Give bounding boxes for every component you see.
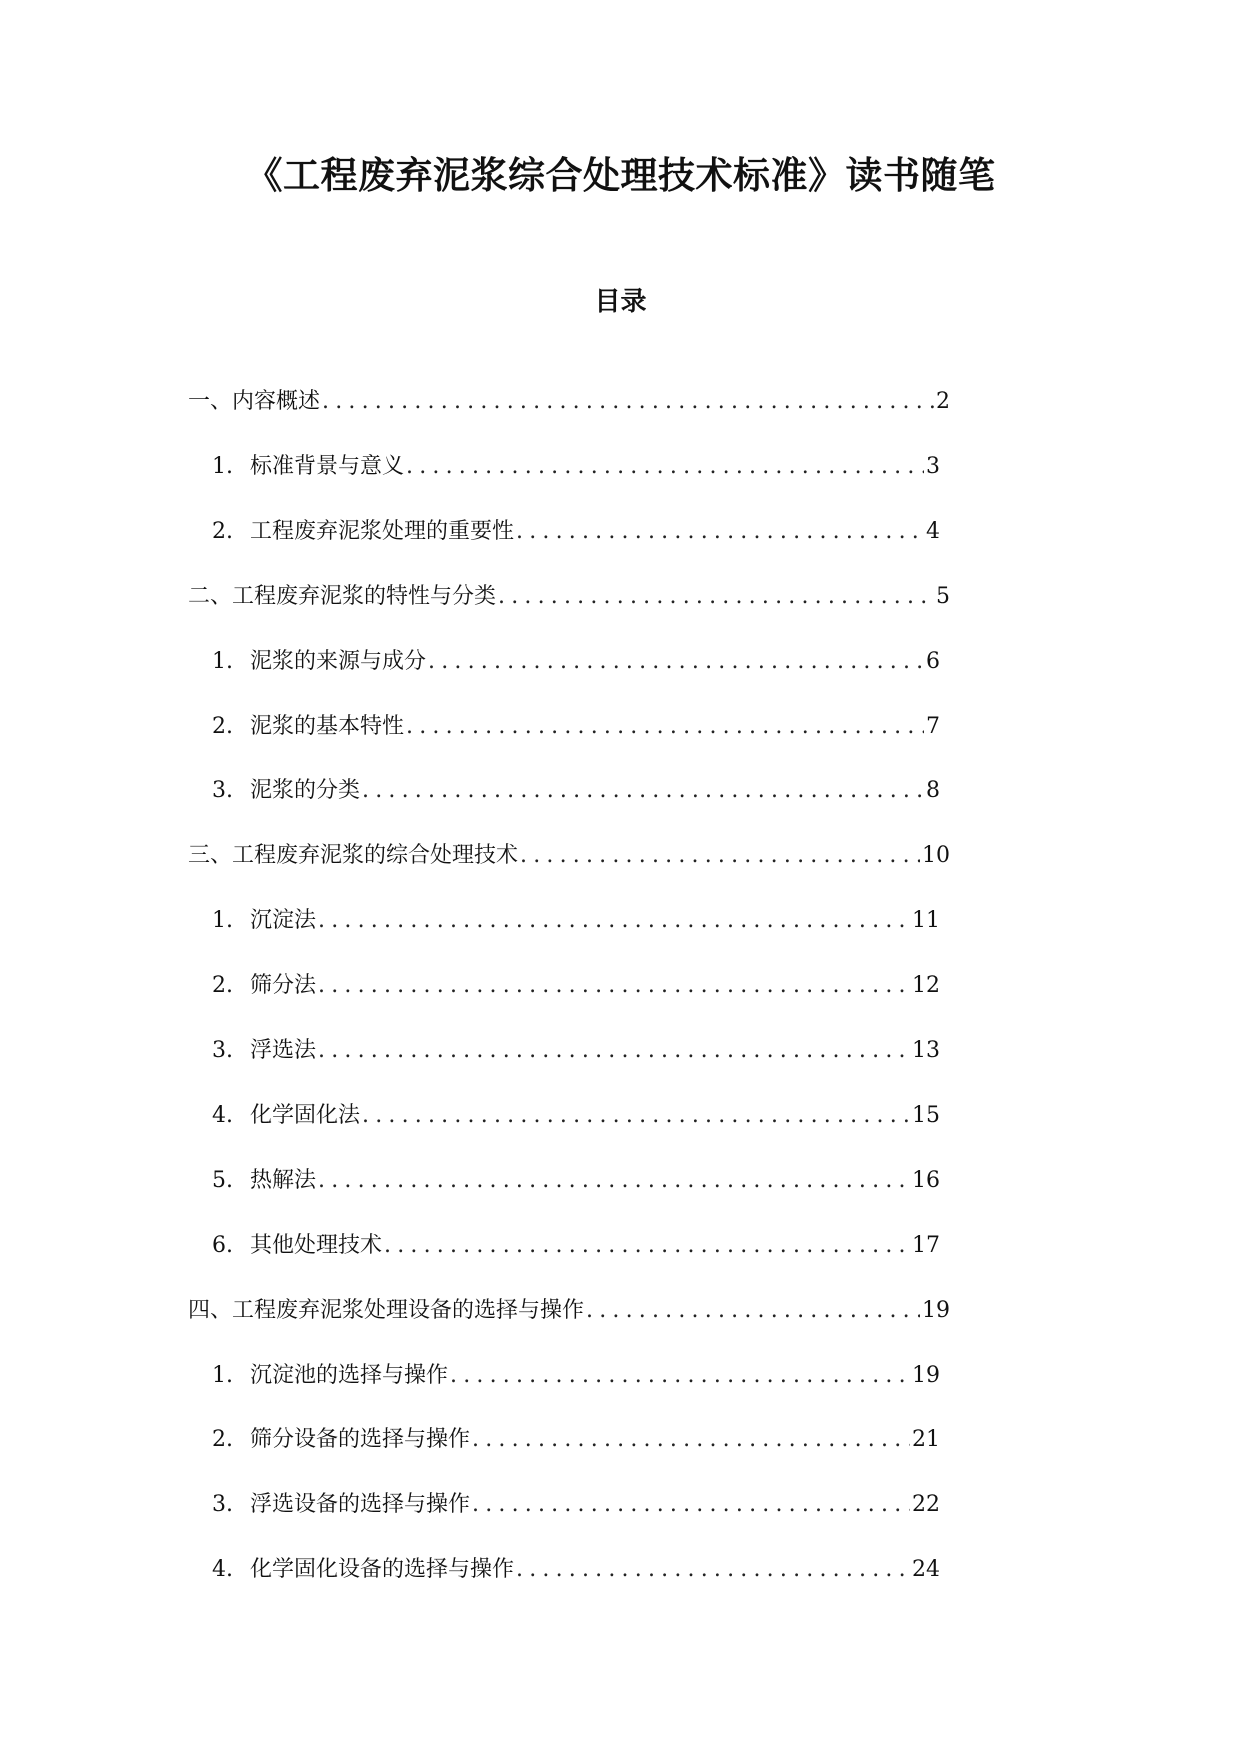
toc-dot-leader: [322, 385, 934, 419]
toc-page-number: 24: [912, 1557, 940, 1583]
toc-entry-number: 1.: [212, 1362, 233, 1388]
toc-page-number: 21: [912, 1427, 940, 1453]
toc-subsection-entry[interactable]: [212, 1488, 940, 1522]
toc-dot-leader: [406, 710, 924, 744]
toc-subsection-entry[interactable]: [212, 969, 940, 1003]
toc-entry-number: 4.: [212, 1102, 233, 1128]
toc-subsection-entry[interactable]: [212, 774, 940, 808]
toc-subsection-entry[interactable]: [212, 1164, 940, 1198]
toc-dot-leader: [472, 1488, 910, 1522]
toc-dot-leader: [450, 1359, 910, 1393]
toc-entry-text: 三、工程废弃泥浆的综合处理技术: [188, 843, 519, 869]
toc-dot-leader: [318, 1164, 910, 1198]
toc-entry-number: 2.: [212, 518, 233, 544]
toc-entry-text: 化学固化设备的选择与操作: [250, 1557, 515, 1583]
toc-entry-text: 泥浆的来源与成分: [250, 648, 427, 674]
toc-entry-text: 浮选设备的选择与操作: [250, 1492, 471, 1518]
toc-dot-leader: [362, 1099, 910, 1133]
toc-subsection-entry[interactable]: [212, 515, 940, 549]
toc-entry-text: 标准背景与意义: [250, 453, 405, 479]
toc-dot-leader: [318, 969, 910, 1003]
toc-page-number: 6: [926, 648, 940, 674]
toc-entry-number: 6.: [212, 1232, 233, 1258]
toc-dot-leader: [516, 515, 924, 549]
toc-page-number: 11: [912, 908, 940, 934]
toc-dot-leader: [472, 1423, 910, 1457]
toc-dot-leader: [384, 1229, 910, 1263]
toc-entry-number: 1.: [212, 648, 233, 674]
toc-page-number: 8: [926, 778, 940, 804]
toc-heading: 目录: [594, 287, 647, 317]
toc-page-number: 2: [936, 389, 950, 414]
toc-dot-leader: [498, 580, 934, 614]
toc-subsection-entry[interactable]: [212, 1553, 940, 1587]
toc-page-number: 19: [922, 1297, 950, 1323]
toc-entry-text: 其他处理技术: [250, 1232, 383, 1258]
toc-subsection-entry[interactable]: [212, 1034, 940, 1068]
toc-dot-leader: [318, 1034, 910, 1068]
toc-entry-number: 3.: [212, 778, 233, 804]
toc-page-number: 19: [912, 1362, 940, 1388]
toc-entry-text: 泥浆的基本特性: [250, 713, 405, 739]
toc-entry-number: 3.: [212, 1492, 233, 1518]
toc-entry-text: 四、工程废弃泥浆处理设备的选择与操作: [188, 1297, 585, 1323]
toc-dot-leader: [406, 450, 924, 484]
toc-entry-number: 1.: [212, 908, 233, 934]
toc-page-number: 22: [912, 1492, 940, 1518]
toc-page-number: 17: [912, 1232, 940, 1258]
toc-dot-leader: [516, 1553, 910, 1587]
toc-entry-text: 筛分法: [250, 973, 317, 999]
toc-entry-text: 泥浆的分类: [250, 778, 361, 804]
toc-section-entry[interactable]: [188, 580, 950, 614]
toc-entry-number: 2.: [212, 713, 233, 739]
toc-entry-text: 热解法: [250, 1167, 317, 1193]
toc-entry-text: 工程废弃泥浆处理的重要性: [250, 518, 515, 544]
toc-subsection-entry[interactable]: [212, 1423, 940, 1457]
toc-entry-number: 5.: [212, 1167, 233, 1193]
toc-section-entry[interactable]: [188, 839, 950, 873]
toc-subsection-entry[interactable]: [212, 710, 940, 744]
toc-entry-text: 浮选法: [250, 1038, 317, 1063]
toc-entry-text: 筛分设备的选择与操作: [250, 1427, 471, 1453]
document-title: 《工程废弃泥浆综合处理技术标准》读书随笔: [245, 154, 996, 197]
toc-entry-number: 2.: [212, 1427, 233, 1453]
toc-page-number: 13: [912, 1038, 940, 1063]
toc-dot-leader: [318, 904, 910, 938]
toc-entry-text: 二、工程废弃泥浆的特性与分类: [188, 583, 497, 609]
toc-entry-text: 一、内容概述: [188, 389, 321, 414]
toc-entry-text: 沉淀法: [250, 908, 317, 934]
toc-subsection-entry[interactable]: [212, 1359, 940, 1393]
toc-page-number: 4: [926, 518, 940, 544]
toc-dot-leader: [362, 774, 924, 808]
toc-entry-number: 4.: [212, 1557, 233, 1583]
toc-entry-text: 沉淀池的选择与操作: [250, 1362, 449, 1388]
toc-subsection-entry[interactable]: [212, 1229, 940, 1263]
toc-dot-leader: [520, 839, 920, 873]
toc-entry-number: 1.: [212, 453, 233, 479]
toc-page-number: 7: [926, 713, 940, 739]
toc-dot-leader: [586, 1294, 920, 1328]
toc-section-entry[interactable]: [188, 1294, 950, 1328]
toc-dot-leader: [428, 645, 924, 679]
toc-section-entry[interactable]: [188, 385, 950, 419]
toc-page-number: 3: [926, 453, 940, 479]
toc-entry-text: 化学固化法: [250, 1102, 361, 1128]
toc-subsection-entry[interactable]: [212, 645, 940, 679]
toc-page-number: 15: [912, 1102, 940, 1128]
toc-page-number: 12: [912, 973, 940, 999]
toc-subsection-entry[interactable]: [212, 450, 940, 484]
toc-entry-number: 3.: [212, 1038, 233, 1063]
toc-page-number: 10: [922, 843, 950, 869]
toc-page-number: 16: [912, 1167, 940, 1193]
toc-subsection-entry[interactable]: [212, 1099, 940, 1133]
toc-entry-number: 2.: [212, 973, 233, 999]
toc-subsection-entry[interactable]: [212, 904, 940, 938]
toc-page-number: 5: [936, 583, 950, 609]
